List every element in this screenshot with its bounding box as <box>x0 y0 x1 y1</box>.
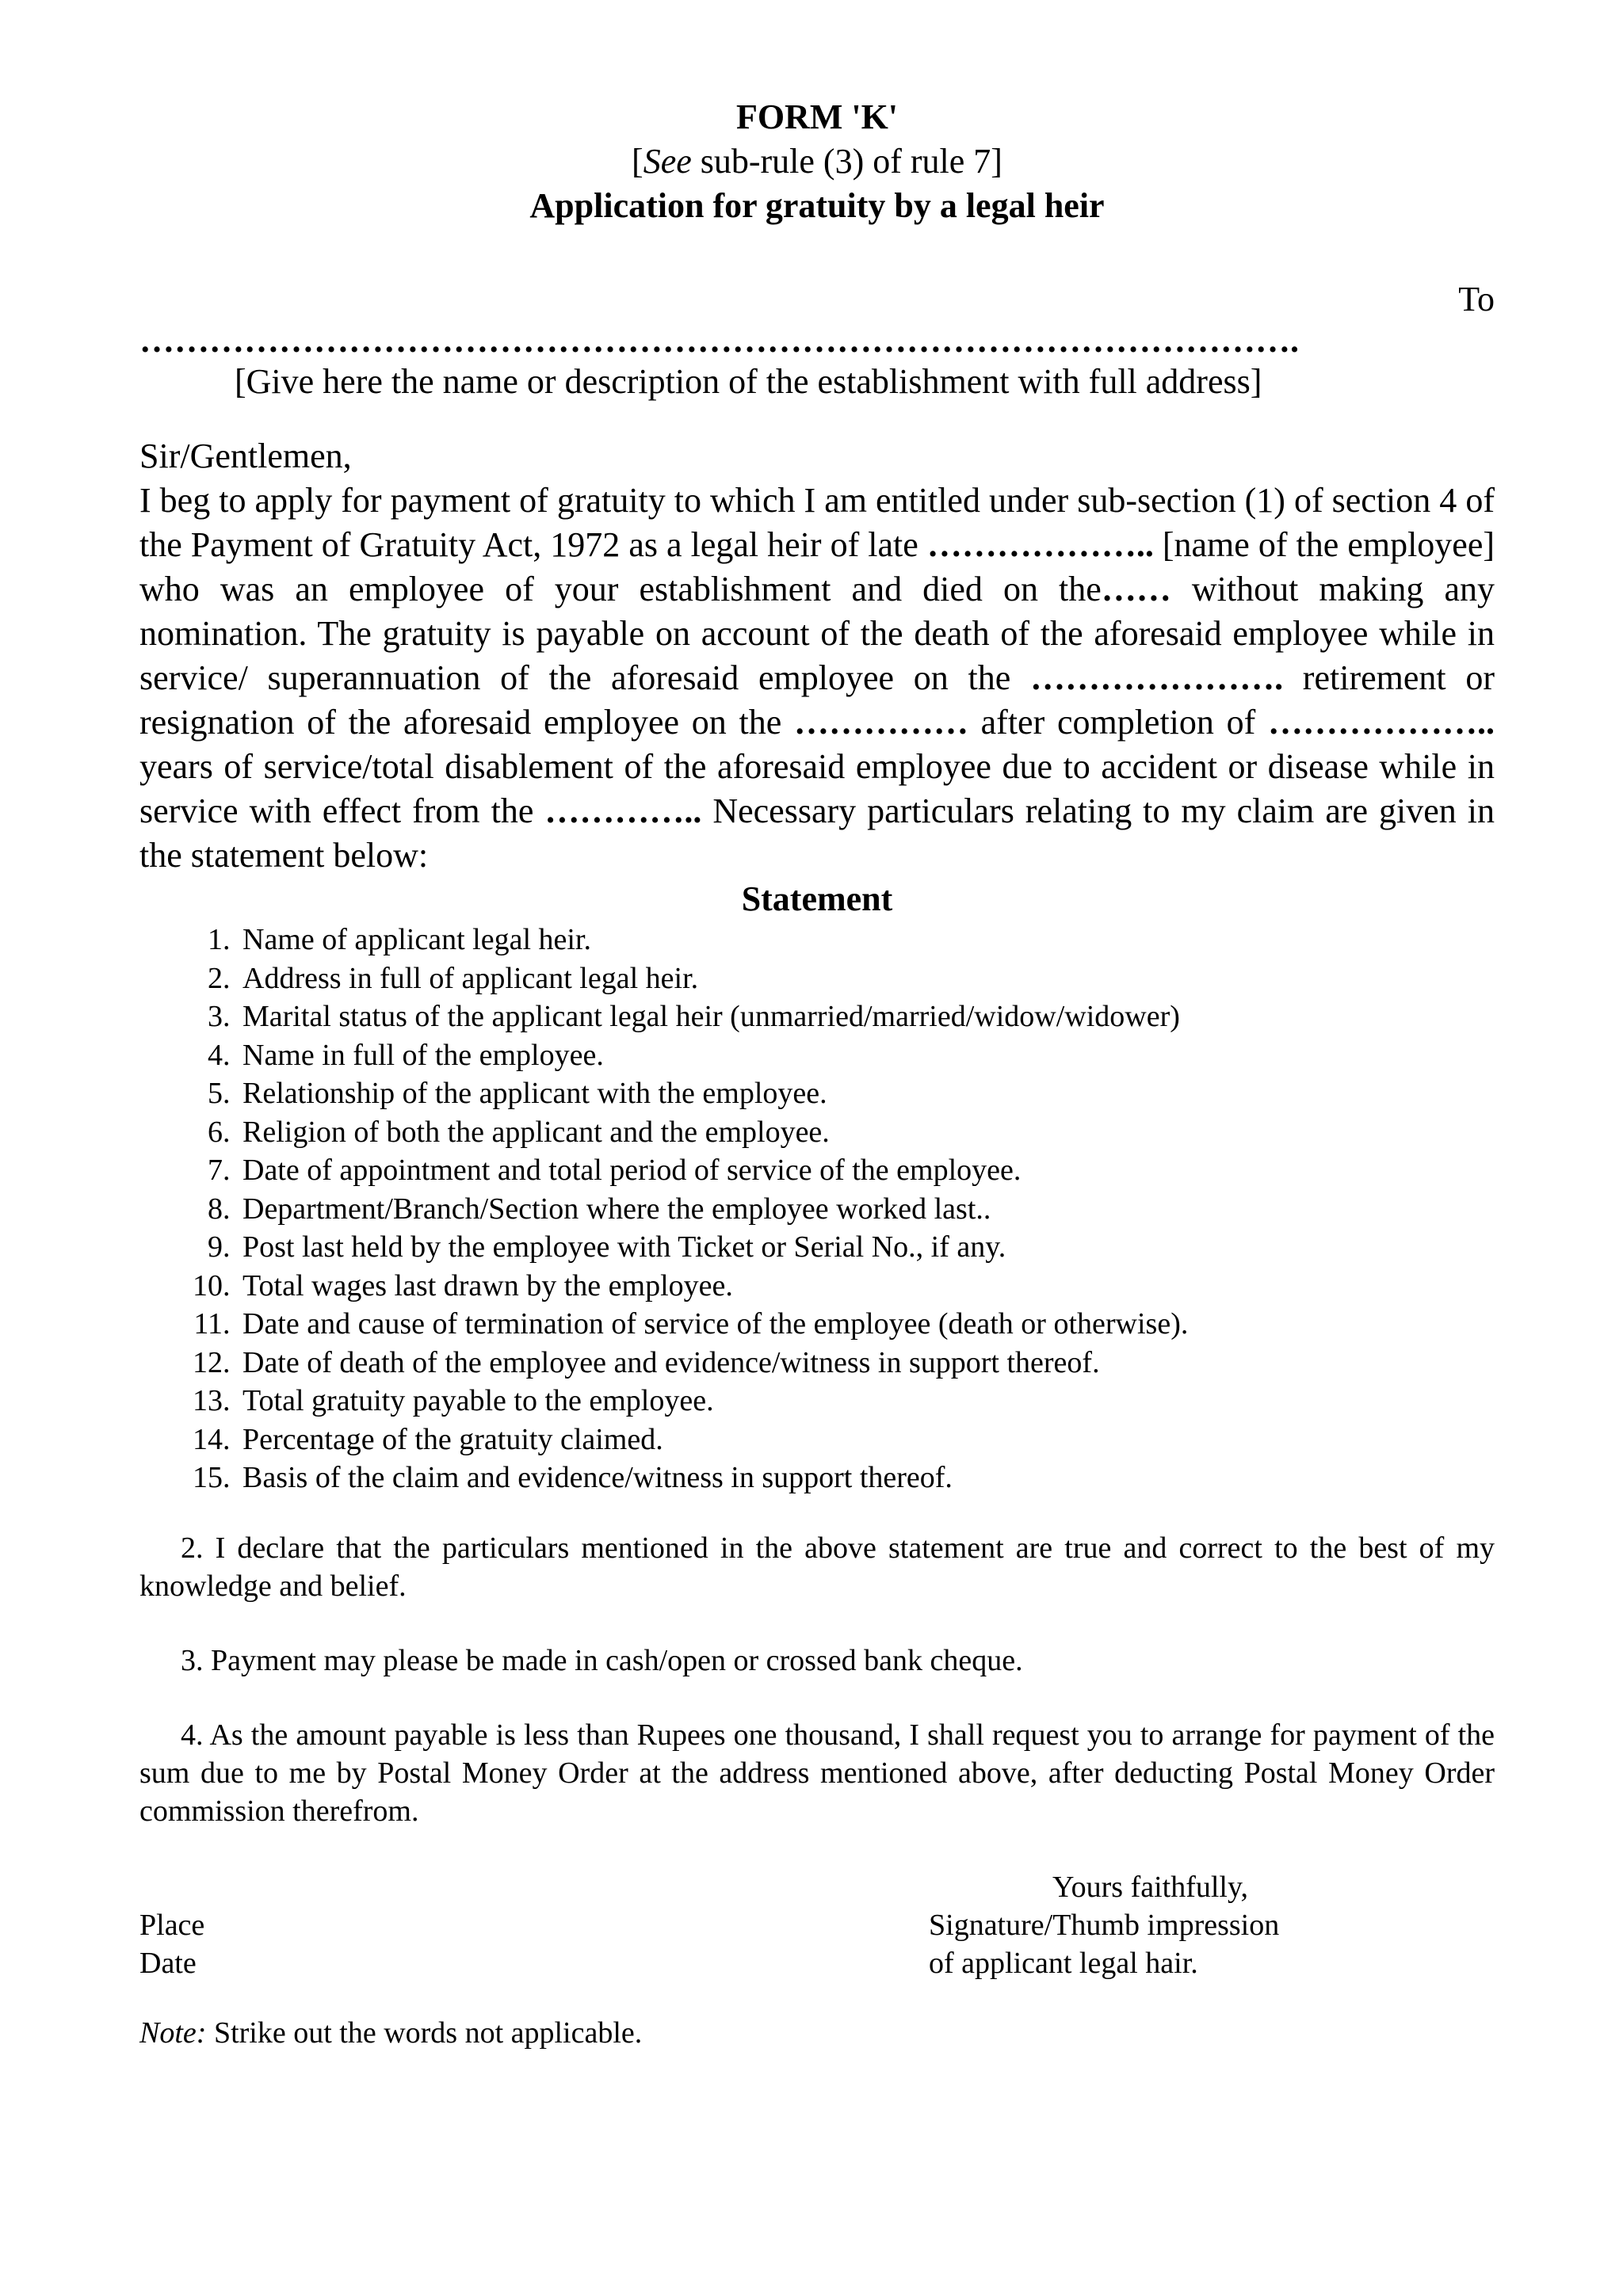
statement-item: 12. Date of death of the employee and evidence/witness in support thereof. <box>238 1344 1495 1383</box>
para-text-1: I beg to apply for payment of gratuity to which I am entitled under sub-section (1) of section 4 of the Payment of Gratuity Act, 1972 as a legal heir of late <box>139 481 1495 564</box>
statement-title: Statement <box>741 879 893 918</box>
statement-item: 10. Total wages last drawn by the employee. <box>238 1267 1495 1306</box>
salutation: Sir/Gentlemen, <box>139 437 352 475</box>
statement-item: 8. Department/Branch/Section where the employee worked last.. <box>238 1190 1495 1229</box>
statement-item: 2. Address in full of applicant legal heir. <box>238 959 1495 998</box>
declaration-paragraph-2: 2. I declare that the particulars mentioned in the above statement are true and correct to the best of my knowledge and belief. <box>139 1531 1495 1603</box>
signature-block <box>139 1868 1495 1982</box>
para-text-6: years of service/total disablement of the aforesaid employee due to accident or disease while in service with effect from the <box>139 747 1495 830</box>
statement-item: 11. Date and cause of termination of service of the employee (death or otherwise). <box>238 1305 1495 1344</box>
note <box>139 2014 1495 2052</box>
statement-item: 1. Name of applicant legal heir. <box>238 921 1495 959</box>
establishment-instruction: [Give here the name or description of the establishment with full address] <box>235 362 1262 401</box>
blank-retirement-date: …………… <box>793 703 968 742</box>
sub-rule-open: [ <box>632 142 643 181</box>
statement-item: 7. Date of appointment and total period of service of the employee. <box>238 1151 1495 1190</box>
para-text-2: [name of the employee] who was an employee of your establishment and died on the <box>139 525 1495 608</box>
declaration-paragraph-3: 3. Payment may please be made in cash/open or crossed bank cheque. <box>181 1643 1023 1677</box>
para-text-3: without making any nomination. The gratuity is payable on account of the death of the aforesaid employee while in service/ superannuation of the aforesaid employee on the <box>139 570 1495 697</box>
sub-rule-see: See <box>643 142 692 181</box>
statement-item: 5. Relationship of the applicant with the employee. <box>238 1074 1495 1113</box>
statement-item: 14. Percentage of the gratuity claimed. <box>238 1421 1495 1459</box>
para-text-4: retirement or resignation of the aforesaid employee on the <box>139 658 1495 742</box>
statement-item: 6. Religion of both the applicant and the employee. <box>238 1113 1495 1152</box>
note-label: Note: <box>139 2016 207 2050</box>
note-text: Strike out the words not applicable. <box>206 2016 643 2050</box>
yours-faithfully: Yours faithfully, <box>1052 1870 1249 1904</box>
blank-years-of-service: ……………….. <box>1268 703 1495 742</box>
statement-item: 3. Marital status of the applicant legal heir (unmarried/married/widow/widower) <box>238 997 1495 1036</box>
sub-rule-reference <box>139 139 1495 184</box>
blank-death-date: …… <box>1101 570 1171 608</box>
signature-label-line-2: of applicant legal hair. <box>929 1946 1198 1980</box>
blank-disablement-date: ………….. <box>544 791 702 830</box>
blank-employee-name: ……………….. <box>926 525 1154 564</box>
application-paragraph <box>139 479 1495 878</box>
statement-item: 15. Basis of the claim and evidence/witness in support thereof. <box>238 1459 1495 1497</box>
sub-rule-text: sub-rule (3) of rule 7] <box>691 142 1002 181</box>
to-label: To <box>1458 280 1495 318</box>
para-text-5: after completion of <box>968 703 1268 742</box>
statement-list <box>139 921 1495 1497</box>
date-label: Date <box>139 1946 197 1980</box>
statement-item: 4. Name in full of the employee. <box>238 1036 1495 1075</box>
para-text-7: Necessary particulars relating to my claim are given in the statement below: <box>139 791 1495 875</box>
establishment-dotted-line: ………………………………………………………………………………………. <box>139 322 1299 360</box>
form-title: FORM 'K' <box>735 97 899 136</box>
blank-superannuation-date: …………………. <box>1030 658 1284 697</box>
signature-label: Signature/Thumb impression <box>929 1908 1280 1942</box>
application-title: Application for gratuity by a legal heir <box>529 186 1105 225</box>
statement-item: 13. Total gratuity payable to the employee. <box>238 1382 1495 1421</box>
place-label: Place <box>139 1908 205 1942</box>
declaration-paragraph-4: 4. As the amount payable is less than Rupees one thousand, I shall request you to arrange for payment of the sum due to me by Postal Money Order at the address mentioned above, after deducting Postal Money Order commission therefrom. <box>139 1718 1495 1828</box>
statement-item: 9. Post last held by the employee with Ticket or Serial No., if any. <box>238 1228 1495 1267</box>
form-page <box>139 95 1495 2052</box>
